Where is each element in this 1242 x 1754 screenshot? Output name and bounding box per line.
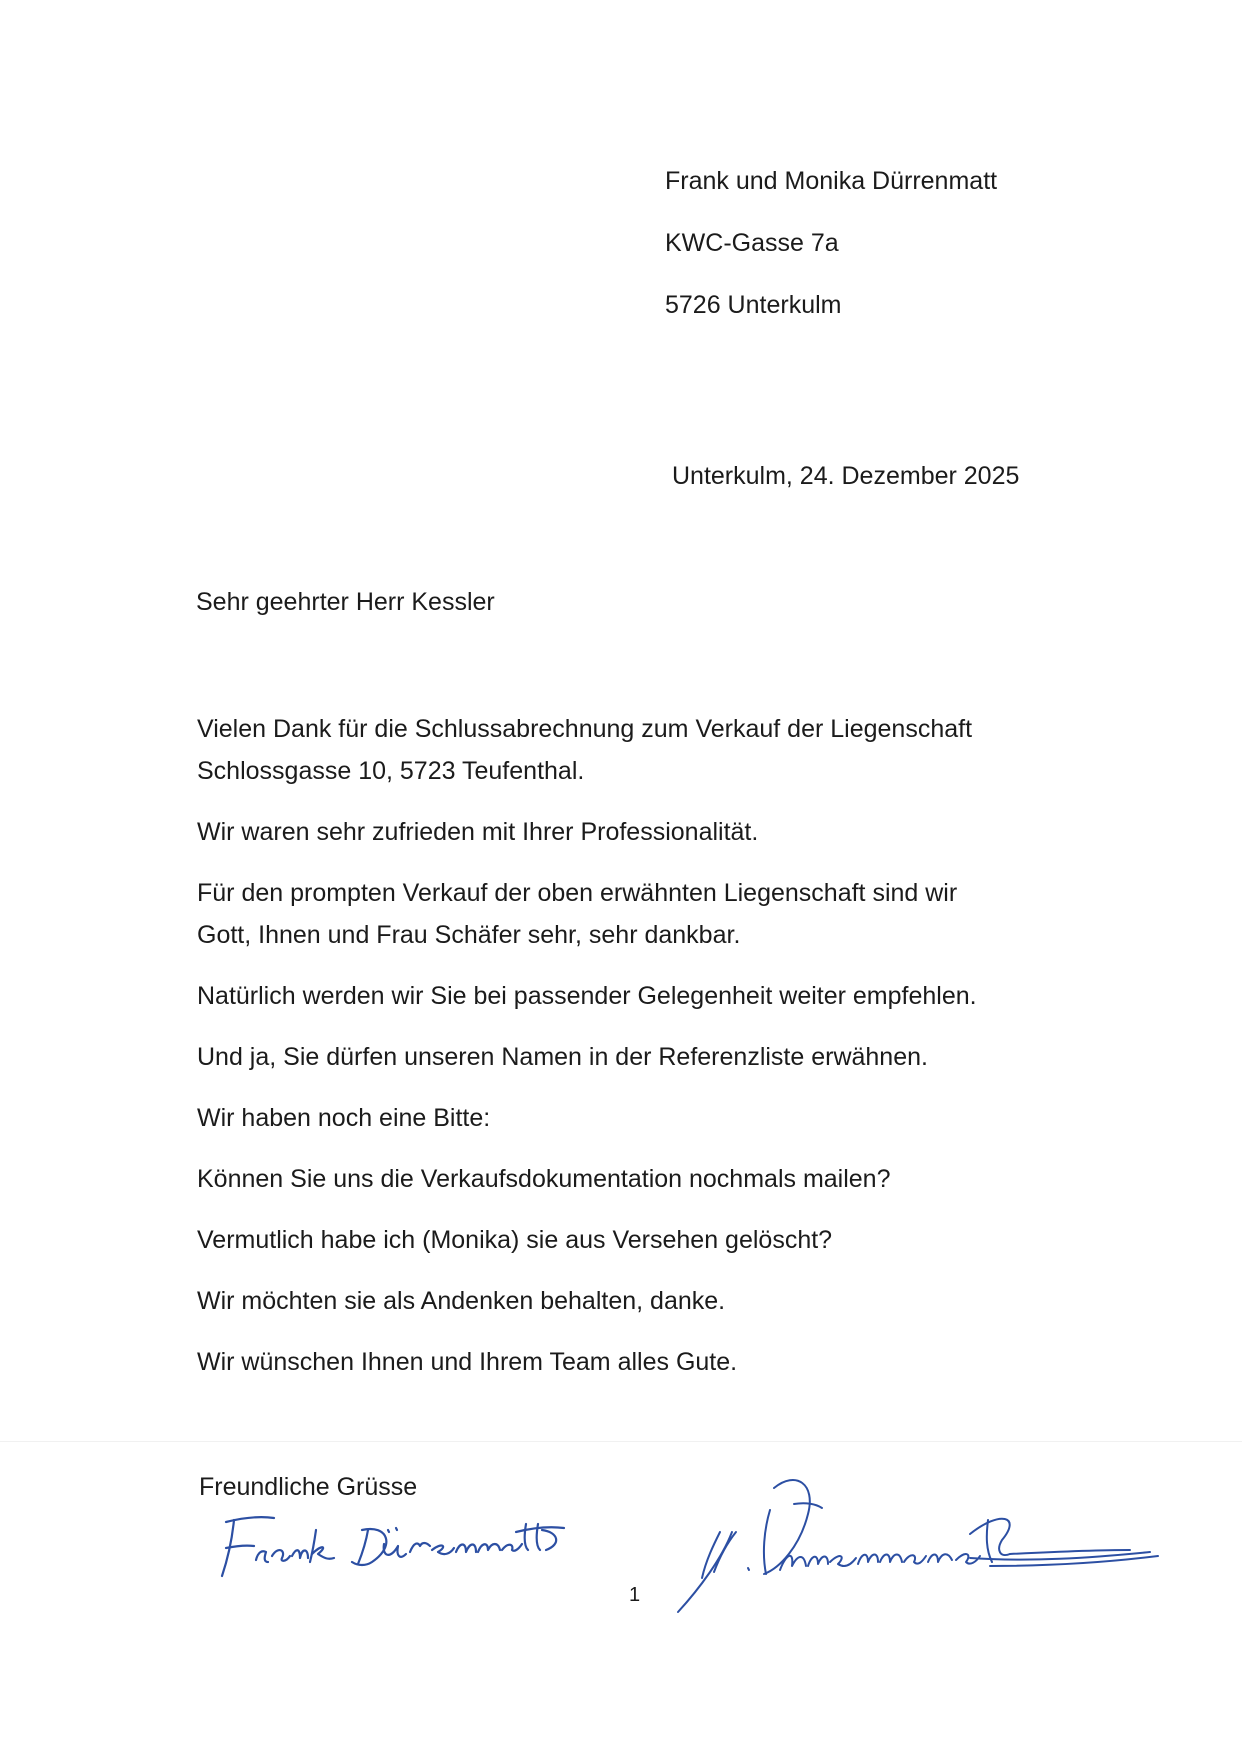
paragraph-request-intro: Wir haben noch eine Bitte: [197, 1104, 491, 1132]
paragraph-request: Können Sie uns die Verkaufsdokumentation nochmals mailen? [197, 1165, 891, 1193]
letter-date: Unterkulm, 24. Dezember 2025 [672, 462, 1020, 490]
scan-artifact-line [0, 1441, 1242, 1442]
paragraph-gratitude [197, 872, 1077, 956]
signature-frank [212, 1500, 572, 1585]
paragraph-keepsake: Wir möchten sie als Andenken behalten, danke. [197, 1287, 726, 1315]
paragraph-wishes: Wir wünschen Ihnen und Ihrem Team alles Gute. [197, 1348, 738, 1376]
sender-name: Frank und Monika Dürrenmatt [665, 167, 998, 195]
paragraph-line: Für den prompten Verkauf der oben erwähnten Liegenschaft sind wir [197, 879, 958, 907]
paragraph-recommend: Natürlich werden wir Sie bei passender Gelegenheit weiter empfehlen. [197, 982, 977, 1010]
sender-city: 5726 Unterkulm [665, 291, 842, 319]
paragraph-line: Schlossgasse 10, 5723 Teufenthal. [197, 757, 585, 785]
paragraph-line: Vielen Dank für die Schlussabrechnung zum Verkauf der Liegenschaft [197, 715, 973, 743]
signature-frank-drawing [212, 1500, 572, 1585]
salutation: Sehr geehrter Herr Kessler [196, 588, 495, 616]
signature-monika [670, 1470, 1170, 1620]
closing: Freundliche Grüsse [199, 1473, 418, 1501]
paragraph-thanks [197, 708, 1077, 792]
sender-street: KWC-Gasse 7a [665, 229, 839, 257]
signature-monika-drawing [670, 1470, 1170, 1620]
letter-body [197, 708, 1077, 1402]
page-number: 1 [629, 1584, 641, 1606]
paragraph-deleted: Vermutlich habe ich (Monika) sie aus Versehen gelöscht? [197, 1226, 833, 1254]
sender-address [665, 150, 997, 336]
paragraph-line: Gott, Ihnen und Frau Schäfer sehr, sehr dankbar. [197, 921, 741, 949]
paragraph-reference-list: Und ja, Sie dürfen unseren Namen in der Referenzliste erwähnen. [197, 1043, 928, 1071]
paragraph-professionalism: Wir waren sehr zufrieden mit Ihrer Professionalität. [197, 818, 759, 846]
